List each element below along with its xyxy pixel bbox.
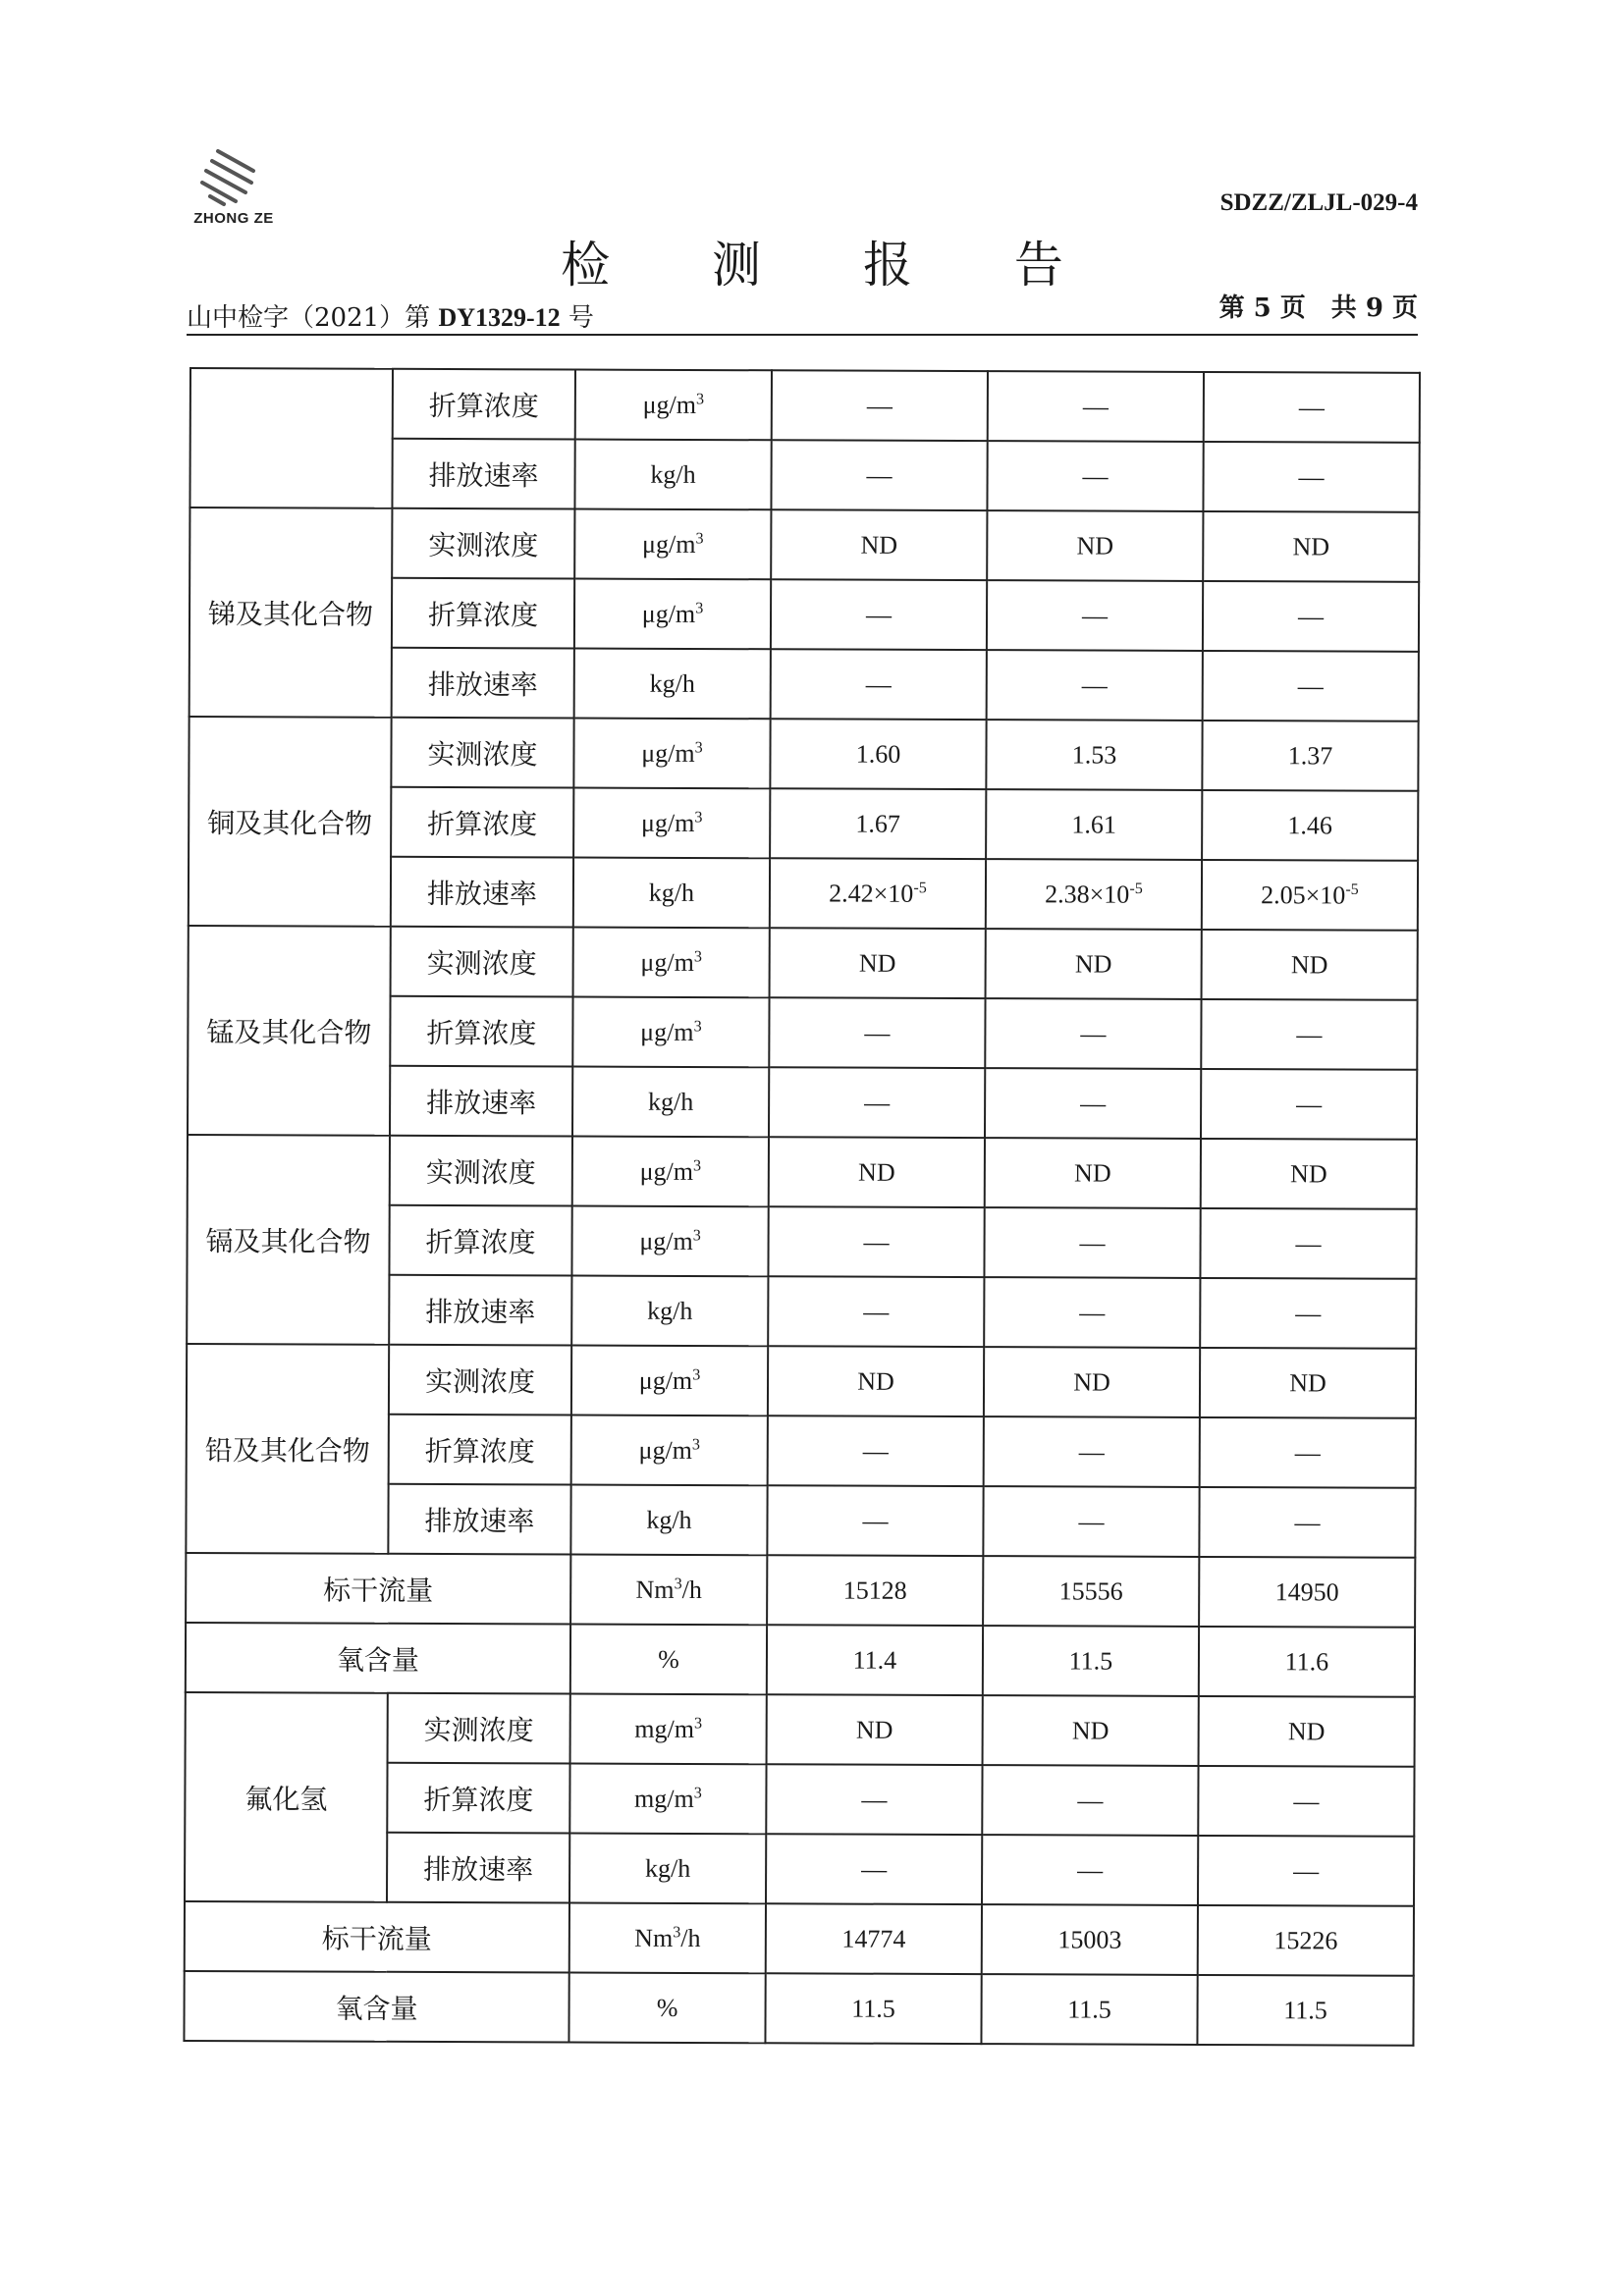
value-text: — xyxy=(1082,460,1109,491)
value-cell xyxy=(769,1137,985,1207)
unit-cell xyxy=(574,649,771,720)
unit-cell xyxy=(570,1693,767,1764)
metric-cell: 实测浓度 xyxy=(391,718,573,788)
unit-cell xyxy=(569,1763,766,1834)
unit-tail: /h xyxy=(680,1923,701,1952)
value-text: — xyxy=(865,669,892,699)
value-text: 15128 xyxy=(842,1575,907,1605)
pollutant-name-cell xyxy=(189,368,393,508)
metric-cell: 排放速率 xyxy=(388,1484,570,1555)
unit-superscript: 3 xyxy=(693,1714,703,1732)
unit-superscript: 3 xyxy=(694,808,703,826)
unit-cell xyxy=(572,1067,769,1138)
unit-cell xyxy=(573,858,770,929)
unit-text: μg/m xyxy=(638,1365,693,1395)
value-cell xyxy=(1201,999,1417,1070)
unit-text: % xyxy=(658,1644,679,1674)
unit-cell xyxy=(573,788,770,859)
value-text: 1.37 xyxy=(1287,740,1333,770)
report-number-id: DY1329-12 xyxy=(438,303,561,332)
logo-text: ZHONG ZE xyxy=(193,210,274,227)
value-superscript: -5 xyxy=(1345,881,1359,898)
value-text: — xyxy=(1293,1786,1320,1815)
value-cell xyxy=(1203,511,1419,582)
table-row xyxy=(188,1135,1417,1209)
pollutant-name-cell: 铜及其化合物 xyxy=(189,717,392,927)
unit-text: μg/m xyxy=(638,1435,692,1465)
metric-cell: 折算浓度 xyxy=(393,369,575,440)
unit-superscript: 3 xyxy=(693,947,702,965)
value-cell xyxy=(770,788,986,859)
value-text: ND xyxy=(1074,948,1112,979)
metric-cell: 实测浓度 xyxy=(390,1136,572,1206)
metric-cell: 排放速率 xyxy=(392,439,574,509)
table-row xyxy=(184,1971,1413,2046)
value-text: — xyxy=(1298,392,1325,421)
company-logo xyxy=(185,145,293,234)
unit-superscript: 3 xyxy=(692,1226,701,1244)
unit-superscript: 3 xyxy=(693,1784,702,1801)
value-text: ND xyxy=(1289,1367,1326,1397)
pollutant-name-cell: 锑及其化合物 xyxy=(189,507,393,718)
unit-text: μg/m xyxy=(639,1156,694,1186)
value-cell xyxy=(1199,1627,1415,1697)
value-text: ND xyxy=(1290,1158,1327,1188)
value-text: 15226 xyxy=(1273,1925,1338,1955)
value-cell xyxy=(1203,651,1419,721)
value-text: 11.5 xyxy=(1283,1995,1327,2024)
unit-superscript: 3 xyxy=(694,738,703,756)
value-cell xyxy=(987,580,1203,651)
unit-text: kg/h xyxy=(649,668,695,698)
value-cell xyxy=(1202,790,1418,861)
table-row xyxy=(190,368,1420,443)
value-text: 1.60 xyxy=(855,739,901,769)
value-cell xyxy=(770,928,986,998)
value-text: — xyxy=(861,1785,888,1814)
metric-cell: 排放速率 xyxy=(387,1833,569,1903)
value-text: — xyxy=(1293,1855,1320,1885)
value-cell xyxy=(1201,1139,1417,1209)
value-text: — xyxy=(1081,669,1108,700)
value-cell xyxy=(768,1346,984,1416)
unit-tail: /h xyxy=(681,1575,702,1604)
value-text: — xyxy=(1077,1785,1104,1815)
metric-cell: 折算浓度 xyxy=(389,1415,571,1485)
value-text: ND xyxy=(1076,530,1114,561)
unit-cell xyxy=(572,997,769,1068)
unit-cell xyxy=(571,1206,768,1277)
value-cell xyxy=(987,650,1203,721)
report-number-prefix: 山中检字（2021）第 xyxy=(187,303,431,333)
value-text: 11.4 xyxy=(852,1645,897,1675)
pollutant-name-cell: 锰及其化合物 xyxy=(188,926,391,1136)
value-cell xyxy=(768,1415,984,1486)
metric-cell: 折算浓度 xyxy=(391,787,573,858)
value-text: — xyxy=(1079,1297,1106,1327)
value-text: — xyxy=(1294,1507,1321,1536)
pollutant-name-cell: 氟化氢 xyxy=(185,1692,388,1902)
value-cell xyxy=(771,649,987,720)
unit-text: kg/h xyxy=(650,459,696,489)
unit-superscript: 3 xyxy=(691,1435,701,1453)
value-cell xyxy=(985,998,1201,1069)
unit-text: mg/m xyxy=(633,1784,694,1813)
unit-cell xyxy=(573,928,770,998)
value-text: — xyxy=(1297,601,1325,630)
value-superscript: -5 xyxy=(913,879,927,896)
header-divider xyxy=(187,334,1418,336)
value-text: — xyxy=(866,460,893,490)
value-cell xyxy=(766,1834,982,1904)
metric-cell: 实测浓度 xyxy=(389,1345,571,1415)
value-cell xyxy=(983,1556,1199,1627)
unit-cell xyxy=(570,1485,767,1556)
unit-text: % xyxy=(656,1993,678,2022)
value-cell xyxy=(982,1904,1198,1975)
value-text: — xyxy=(862,1436,889,1466)
value-cell xyxy=(1203,442,1419,512)
value-text: 15556 xyxy=(1058,1575,1123,1606)
value-text: ND xyxy=(858,948,896,978)
metric-cell: 折算浓度 xyxy=(389,1205,571,1276)
unit-superscript: 3 xyxy=(695,599,704,616)
value-text: — xyxy=(1297,670,1324,700)
unit-text: μg/m xyxy=(641,599,696,628)
value-cell xyxy=(766,1764,982,1835)
report-number-suffix: 号 xyxy=(568,303,594,333)
unit-text: kg/h xyxy=(644,1853,691,1883)
value-cell xyxy=(1202,930,1418,1000)
value-cell xyxy=(1198,1905,1414,1976)
table-row xyxy=(186,1553,1415,1628)
value-text: — xyxy=(865,600,893,629)
value-text: 1.53 xyxy=(1071,739,1117,770)
value-cell xyxy=(770,719,986,789)
unit-cell xyxy=(572,1137,769,1207)
table-row xyxy=(189,507,1419,582)
metric-cell: 折算浓度 xyxy=(390,996,572,1067)
value-cell xyxy=(984,1207,1200,1278)
value-text: — xyxy=(1295,1228,1322,1257)
value-cell xyxy=(983,1695,1199,1766)
value-cell xyxy=(1200,1348,1416,1418)
unit-superscript: 3 xyxy=(696,390,705,407)
value-cell xyxy=(1204,372,1420,443)
value-text: — xyxy=(863,1227,890,1256)
results-table-body xyxy=(184,368,1420,2046)
unit-text: μg/m xyxy=(641,738,695,768)
value-text: 11.5 xyxy=(851,1994,895,2023)
unit-text: kg/h xyxy=(647,1087,694,1116)
value-cell xyxy=(771,509,987,580)
value-text: — xyxy=(862,1506,889,1535)
value-text: 2.42×10 xyxy=(829,879,914,908)
value-text: ND xyxy=(858,1157,895,1187)
value-cell xyxy=(771,440,987,510)
report-number xyxy=(187,297,594,334)
table-row xyxy=(189,717,1418,791)
value-text: — xyxy=(864,1018,891,1047)
value-cell xyxy=(1199,1557,1415,1628)
value-text: 14950 xyxy=(1274,1576,1339,1607)
value-text: — xyxy=(861,1854,888,1884)
value-cell xyxy=(1198,1766,1414,1837)
value-text: 1.46 xyxy=(1287,810,1333,839)
value-cell xyxy=(986,720,1202,790)
value-text: ND xyxy=(1073,1366,1110,1397)
unit-text: μg/m xyxy=(640,947,694,977)
table-row xyxy=(186,1692,1415,1767)
value-cell xyxy=(768,1276,984,1347)
value-text: — xyxy=(1296,1089,1323,1118)
value-cell xyxy=(983,1486,1199,1557)
value-text: 15003 xyxy=(1057,1924,1122,1954)
unit-text: μg/m xyxy=(640,1017,694,1046)
value-text: — xyxy=(1296,1019,1323,1048)
value-cell xyxy=(986,789,1202,860)
metric-cell: 实测浓度 xyxy=(391,927,573,997)
value-cell xyxy=(765,1973,981,2044)
value-cell xyxy=(766,1903,982,1974)
page-title: 检 测 报 告 xyxy=(561,237,1107,294)
value-cell xyxy=(767,1485,983,1556)
table-row xyxy=(189,926,1418,1000)
value-text: ND xyxy=(857,1366,894,1396)
value-cell xyxy=(1197,1975,1413,2046)
value-cell xyxy=(1201,1069,1417,1140)
unit-superscript: 3 xyxy=(692,1365,701,1383)
parameter-name-cell: 标干流量 xyxy=(185,1901,569,1973)
value-text: ND xyxy=(1074,1157,1111,1188)
value-cell xyxy=(768,1206,984,1277)
unit-cell xyxy=(574,509,771,580)
unit-superscript: 3 xyxy=(693,1017,702,1035)
value-cell xyxy=(1198,1836,1414,1906)
table-row xyxy=(186,1623,1415,1697)
value-text: — xyxy=(1082,391,1109,421)
value-cell xyxy=(985,1138,1201,1208)
unit-text: kg/h xyxy=(648,878,695,907)
value-cell xyxy=(769,997,985,1068)
unit-cell xyxy=(571,1276,768,1347)
unit-text: mg/m xyxy=(634,1714,695,1743)
unit-text: kg/h xyxy=(646,1505,692,1534)
value-cell xyxy=(772,370,988,441)
metric-cell: 折算浓度 xyxy=(392,578,574,649)
unit-text: μg/m xyxy=(642,529,696,559)
unit-cell xyxy=(570,1555,767,1626)
metric-cell: 排放速率 xyxy=(389,1275,571,1346)
metric-cell: 排放速率 xyxy=(392,648,574,719)
value-text: 11.5 xyxy=(1068,1645,1113,1676)
parameter-name-cell: 标干流量 xyxy=(186,1553,570,1625)
value-cell xyxy=(988,371,1204,442)
value-cell xyxy=(1200,1278,1416,1349)
unit-cell xyxy=(569,1833,766,1903)
metric-cell: 折算浓度 xyxy=(387,1763,569,1834)
metric-cell: 实测浓度 xyxy=(388,1693,570,1764)
value-cell xyxy=(1202,860,1418,931)
value-cell xyxy=(984,1416,1200,1487)
value-text: ND xyxy=(855,1715,893,1744)
value-cell xyxy=(983,1626,1199,1696)
unit-text: μg/m xyxy=(640,808,695,837)
value-text: 11.6 xyxy=(1284,1646,1329,1676)
unit-cell xyxy=(575,370,772,441)
value-cell xyxy=(1199,1487,1415,1558)
unit-superscript: 3 xyxy=(693,1156,702,1174)
metric-cell: 排放速率 xyxy=(391,857,573,928)
value-text: — xyxy=(1294,1437,1321,1467)
value-text: ND xyxy=(1287,1716,1326,1745)
unit-cell xyxy=(571,1415,768,1486)
value-cell xyxy=(986,859,1202,930)
value-cell xyxy=(767,1694,983,1765)
value-text: — xyxy=(1078,1436,1105,1467)
value-cell xyxy=(767,1625,983,1695)
unit-text: μg/m xyxy=(639,1226,693,1255)
value-text: — xyxy=(1077,1854,1104,1885)
document-code: SDZZ/ZLJL-029-4 xyxy=(1219,189,1418,216)
value-text: 1.61 xyxy=(1071,809,1117,839)
table-row xyxy=(185,1901,1414,1976)
results-table xyxy=(183,367,1421,2047)
unit-text: kg/h xyxy=(647,1296,693,1325)
value-cell xyxy=(1202,721,1418,791)
value-cell xyxy=(769,1067,985,1138)
value-text: 2.38×10 xyxy=(1045,879,1130,909)
unit-text: Nm xyxy=(635,1575,675,1604)
value-cell xyxy=(987,441,1203,511)
value-cell xyxy=(986,929,1202,999)
value-text: — xyxy=(864,1088,891,1117)
unit-superscript: 3 xyxy=(695,529,704,547)
unit-text: μg/m xyxy=(642,390,697,419)
unit-text: Nm xyxy=(634,1923,674,1952)
table-row xyxy=(187,1344,1416,1418)
unit-cell xyxy=(569,1902,766,1973)
value-text: ND xyxy=(1071,1715,1110,1745)
value-text: — xyxy=(1081,600,1109,630)
value-cell xyxy=(767,1555,983,1626)
value-cell xyxy=(985,1068,1201,1139)
value-text: — xyxy=(1080,1088,1107,1118)
value-text: ND xyxy=(1290,949,1328,979)
metric-cell: 排放速率 xyxy=(390,1066,572,1137)
pollutant-name-cell: 铅及其化合物 xyxy=(186,1344,389,1554)
value-cell xyxy=(1203,581,1419,652)
value-cell xyxy=(770,858,986,929)
value-text: 11.5 xyxy=(1067,1994,1111,2024)
value-text: 14774 xyxy=(841,1924,906,1953)
unit-cell xyxy=(568,1972,765,2043)
unit-cell xyxy=(570,1624,767,1694)
value-cell xyxy=(981,1974,1197,2045)
value-text: 1.67 xyxy=(855,809,901,838)
logo-stripes-icon xyxy=(196,145,271,208)
value-cell xyxy=(1199,1696,1415,1767)
value-cell xyxy=(984,1277,1200,1348)
parameter-name-cell: 氧含量 xyxy=(186,1623,570,1694)
unit-superscript: 3 xyxy=(673,1923,681,1941)
value-text: ND xyxy=(1292,531,1330,561)
value-text: — xyxy=(1295,1298,1322,1327)
unit-cell xyxy=(571,1346,768,1416)
value-cell xyxy=(987,510,1203,581)
value-cell xyxy=(1200,1208,1416,1279)
parameter-name-cell: 氧含量 xyxy=(184,1971,568,2043)
unit-cell xyxy=(574,579,771,650)
value-text: — xyxy=(1079,1227,1106,1257)
page-indicator: 第 5 页 共 9 页 xyxy=(1218,294,1418,323)
value-text: — xyxy=(1078,1506,1105,1536)
metric-cell: 实测浓度 xyxy=(392,508,574,579)
value-text: — xyxy=(1080,1018,1107,1048)
value-cell xyxy=(984,1347,1200,1417)
unit-cell xyxy=(573,719,770,789)
value-cell xyxy=(982,1765,1198,1836)
value-cell xyxy=(1200,1417,1416,1488)
unit-cell xyxy=(574,440,771,510)
value-cell xyxy=(982,1835,1198,1905)
pollutant-name-cell: 镉及其化合物 xyxy=(187,1135,390,1345)
value-text: — xyxy=(866,391,893,420)
value-text: — xyxy=(1298,461,1325,491)
value-text: — xyxy=(863,1297,890,1326)
value-superscript: -5 xyxy=(1129,880,1143,897)
value-cell xyxy=(771,579,987,650)
unit-superscript: 3 xyxy=(674,1575,682,1592)
value-text: ND xyxy=(860,530,898,560)
value-text: 2.05×10 xyxy=(1261,880,1346,910)
